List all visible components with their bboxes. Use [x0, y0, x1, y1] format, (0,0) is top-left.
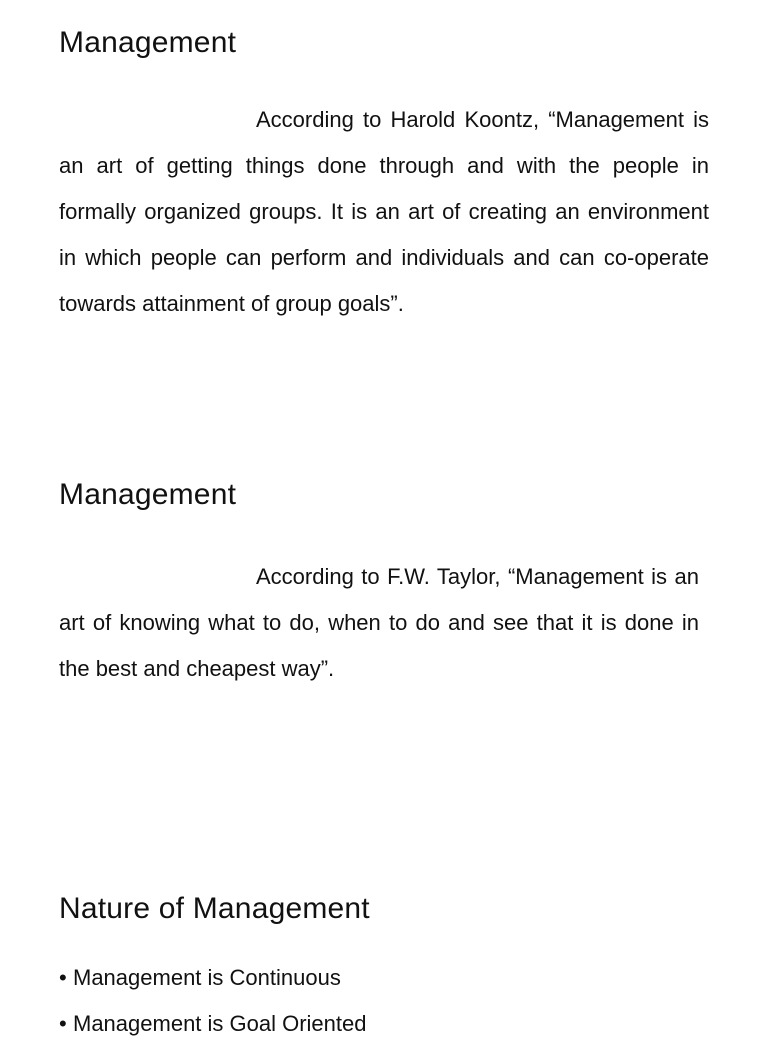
bullet-icon: • [59, 965, 67, 990]
list-item [59, 1001, 367, 1047]
section-title-management-koontz: Management [59, 26, 237, 59]
koontz-definition-text: According to Harold Koontz, “Management is an art of getting things done through and with the people in formally organized groups. It is an art of creating an environment in which people can perform and individuals and can co-operate towards attainment of group goals”. [59, 107, 709, 316]
section-title-nature-of-management: Nature of Management [59, 892, 370, 925]
bullet-icon: • [59, 1011, 67, 1036]
taylor-definition-text: According to F.W. Taylor, “Management is an art of knowing what to do, when to do and see that it is done in the best and cheapest way”. [59, 564, 699, 681]
bullet-text: Management is Continuous [73, 965, 341, 990]
koontz-definition-paragraph [59, 97, 709, 327]
list-item [59, 955, 367, 1001]
bullet-text: Management is Goal Oriented [73, 1011, 367, 1036]
taylor-definition-paragraph [59, 554, 699, 692]
section-title-management-taylor: Management [59, 478, 237, 511]
nature-bullet-list [59, 955, 367, 1047]
